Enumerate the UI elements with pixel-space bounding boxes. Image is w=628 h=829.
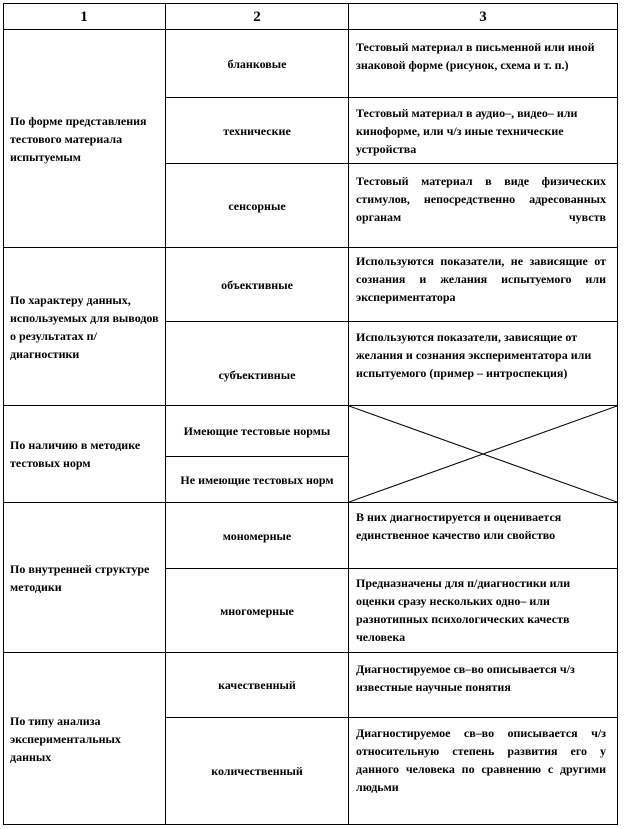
empty-cell-cross <box>349 406 617 502</box>
type-cell: мономерные <box>222 528 292 543</box>
description-cell: Тестовый материал в виде физических стимулов, непосредственно адресованных органам чувств <box>356 174 606 224</box>
table-border-left <box>3 3 4 825</box>
header-col-2: 2 <box>253 9 261 25</box>
type-cell: бланковые <box>227 56 287 71</box>
table-border-top <box>3 3 618 4</box>
type-cell: Имеющие тестовые нормы <box>183 424 331 438</box>
header-col-1: 1 <box>80 9 88 25</box>
criterion-cell: По типу анализа экспериментальных данных <box>10 713 121 764</box>
type-cell: качественный <box>218 678 296 692</box>
table-border-right <box>617 3 618 825</box>
type-cell: объективные <box>221 277 293 292</box>
criterion-cell: По внутренней структуре методики <box>10 561 150 594</box>
description-cell: Используются показатели, зависящие от желания и сознания экспериментатора или испытуемого (пример – интроспекция) <box>356 330 592 380</box>
description-cell: Диагностируемое св–во описывается ч/з относительную степень развития его у данного человека по сравнению с другими людьми <box>356 726 606 794</box>
type-cell: технические <box>223 123 291 138</box>
type-cell: количественный <box>211 764 303 778</box>
type-cell: субъективные <box>218 368 296 382</box>
criterion-cell: По характеру данных, используемых для выводов о результатах п/диагностики <box>10 292 159 361</box>
criterion-cell: По форме представления тестового материала испытуемым <box>10 113 147 164</box>
description-cell: Тестовый материал в письменной или иной знаковой форме (рисунок, схема и т. п.) <box>356 40 595 72</box>
type-cell: многомерные <box>220 603 294 618</box>
description-cell: В них диагностируется и оценивается единственное качество или свойство <box>356 510 562 542</box>
description-cell: Предназначены для п/диагностики или оценки сразу нескольких одно– или разнотипных психологических качеств человека <box>356 576 571 644</box>
table-border-bottom <box>3 824 618 825</box>
header-col-3: 3 <box>479 9 487 25</box>
type-cell: Не имеющие тестовых норм <box>180 472 334 487</box>
description-cell: Тестовый материал в аудио–, видео– или киноформе, или ч/з иные технические устройства <box>356 106 578 156</box>
description-cell: Диагностируемое св–во описывается ч/з известные научные понятия <box>356 662 575 694</box>
description-cell: Используются показатели, не зависящие от сознания и желания испытуемого или экспериментатора <box>356 254 606 304</box>
type-cell: сенсорные <box>228 198 286 213</box>
criterion-cell: По наличию в методике тестовых норм <box>10 438 141 470</box>
